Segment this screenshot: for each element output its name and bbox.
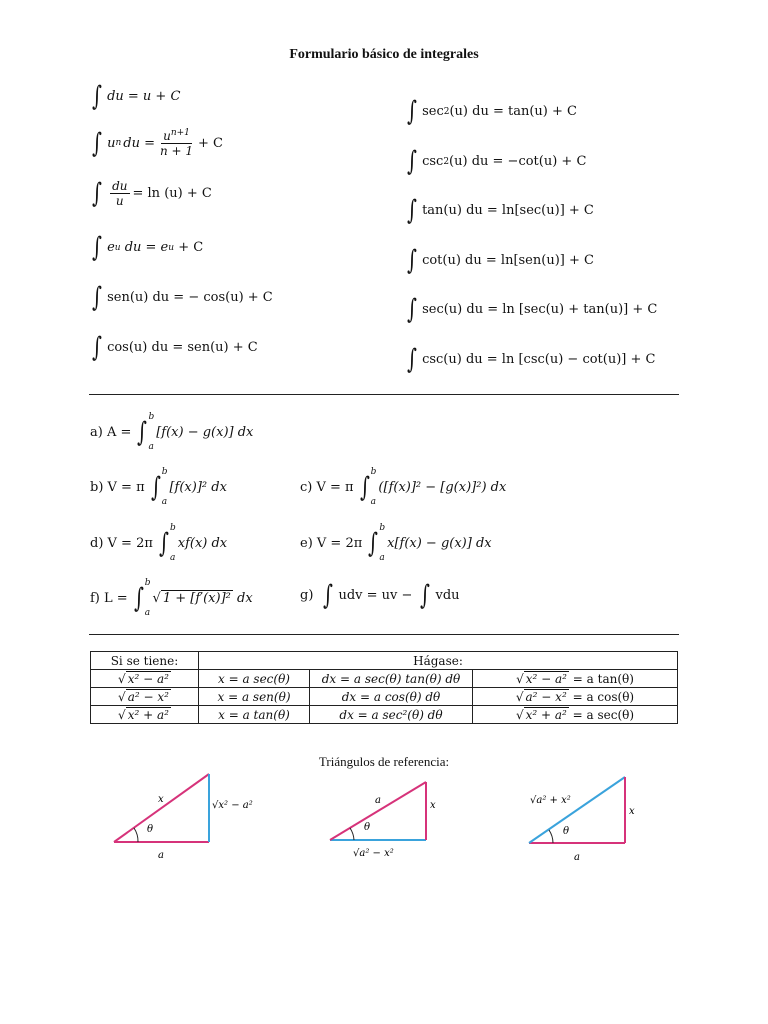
integral-sign: ∫ <box>407 96 417 127</box>
formula-du: ∫ du = u + C <box>92 81 181 112</box>
integral-sign: ∫ <box>150 471 161 503</box>
angle-label: θ <box>147 824 154 835</box>
triangle-sine <box>330 782 436 859</box>
angle-label: θ <box>563 826 570 837</box>
opposite-label: √x² − a² <box>212 800 253 811</box>
integral-sign: ∫ <box>323 580 334 611</box>
formula-sen: ∫ sen(u) du = − cos(u) + C <box>92 282 273 313</box>
integral-sign: ∫ <box>92 127 102 159</box>
fraction: $\frac{du}{u}$ <box>112 179 128 208</box>
table-header: Si se tiene: <box>91 652 199 670</box>
triangle-tangent <box>529 777 635 863</box>
integral-sign: ∫ <box>407 146 417 177</box>
formula-cot: ∫ cot(u) du = ln[sen(u)] + C <box>407 245 594 276</box>
formula-tan: ∫ tan(u) du = ln[sec(u)] + C <box>407 195 594 226</box>
application-area: a) A = ∫ b a [f(x) − g(x)] dx <box>90 412 254 452</box>
opposite-label: x <box>629 806 635 817</box>
application-volume-disk: b) V = π ∫ b a [f(x)]² dx <box>90 467 227 507</box>
opposite-label: x <box>430 800 436 811</box>
table-row: √ a² − x² x = a sen(θ) dx = a cos(θ) dθ √ a² − x² = a cos(θ) <box>91 688 678 706</box>
triangles-title: Triángulos de referencia: <box>318 754 450 769</box>
application-volume-washer: c) V = π ∫ b a ([f(x)]² − [g(x)]²) dx <box>300 467 507 507</box>
adjacent-label: a <box>158 850 164 861</box>
formula-exp: ∫ e u du = e u + C <box>92 232 204 263</box>
application-by-parts: g) ∫ udv = uv − ∫ vdu <box>300 580 460 611</box>
integral-sign: ∫ <box>359 471 370 503</box>
application-volume-shell-between: e) V = 2π ∫ b a x[f(x) − g(x)] dx <box>300 523 492 563</box>
adjacent-label: √a² − x² <box>353 848 394 859</box>
formula-log: ∫ $\frac{du}{u}$ = ln (u) + C <box>92 178 212 209</box>
integral-sign: ∫ <box>92 282 102 313</box>
formula-power-rule: ∫ u n du = $\frac{u^{n+1}}{n + 1}$ + C <box>92 127 224 159</box>
application-volume-shell: d) V = 2π ∫ b a xf(x) dx <box>90 523 228 563</box>
hypotenuse-label: √a² + x² <box>530 795 571 806</box>
formula-csc2: ∫ csc 2 (u) du = −cot(u) + C <box>407 146 587 177</box>
application-arc-length: f) L = ∫ b a √ 1 + [f′(x)]² dx <box>90 578 253 618</box>
integral-sign: ∫ <box>137 416 148 448</box>
angle-arc <box>549 830 553 843</box>
adjacent-label: a <box>574 852 580 863</box>
formula-sec2: ∫ sec 2 (u) du = tan(u) + C <box>407 96 577 127</box>
integral-sign: ∫ <box>92 232 102 263</box>
triangle-hypotenuse <box>529 777 625 843</box>
triangle-secant <box>114 774 253 861</box>
page-title: Formulario básico de integrales <box>289 47 479 62</box>
integral-sign: ∫ <box>133 582 144 614</box>
formula-sec: ∫ sec(u) du = ln [sec(u) + tan(u)] + C <box>407 294 658 325</box>
table-header: Hágase: <box>199 652 678 670</box>
integral-sign: ∫ <box>420 580 431 611</box>
integral-sign: ∫ <box>92 81 102 112</box>
integral-sign: ∫ <box>407 195 417 226</box>
table-row: √ x² + a² x = a tan(θ) dx = a sec²(θ) dθ √ x² + a² = a sec(θ) <box>91 706 678 724</box>
integral-sign: ∫ <box>92 178 102 209</box>
formula-cos: ∫ cos(u) du = sen(u) + C <box>92 332 258 363</box>
integral-sign: ∫ <box>92 332 102 363</box>
hypotenuse-label: a <box>375 795 381 806</box>
triangle-hypotenuse <box>330 782 426 840</box>
radical-sign: √ <box>152 590 161 606</box>
hypotenuse-label: x <box>158 794 164 805</box>
triangle-hypotenuse <box>114 774 209 842</box>
angle-arc <box>134 828 138 842</box>
integral-sign: ∫ <box>368 527 379 559</box>
formula-csc: ∫ csc(u) du = ln [csc(u) − cot(u)] + C <box>407 344 656 375</box>
fraction: $\frac{u^{n+1}}{n + 1}$ <box>159 128 194 158</box>
integral-sign: ∫ <box>407 344 417 375</box>
angle-arc <box>350 828 354 840</box>
angle-label: θ <box>364 822 371 833</box>
integral-sign: ∫ <box>407 294 417 325</box>
integral-sign: ∫ <box>407 245 417 276</box>
integral-sign: ∫ <box>159 527 169 559</box>
table-row: √ x² − a² x = a sec(θ) dx = a sec(θ) tan(θ) dθ √ x² − a² = a tan(θ) <box>91 670 678 688</box>
